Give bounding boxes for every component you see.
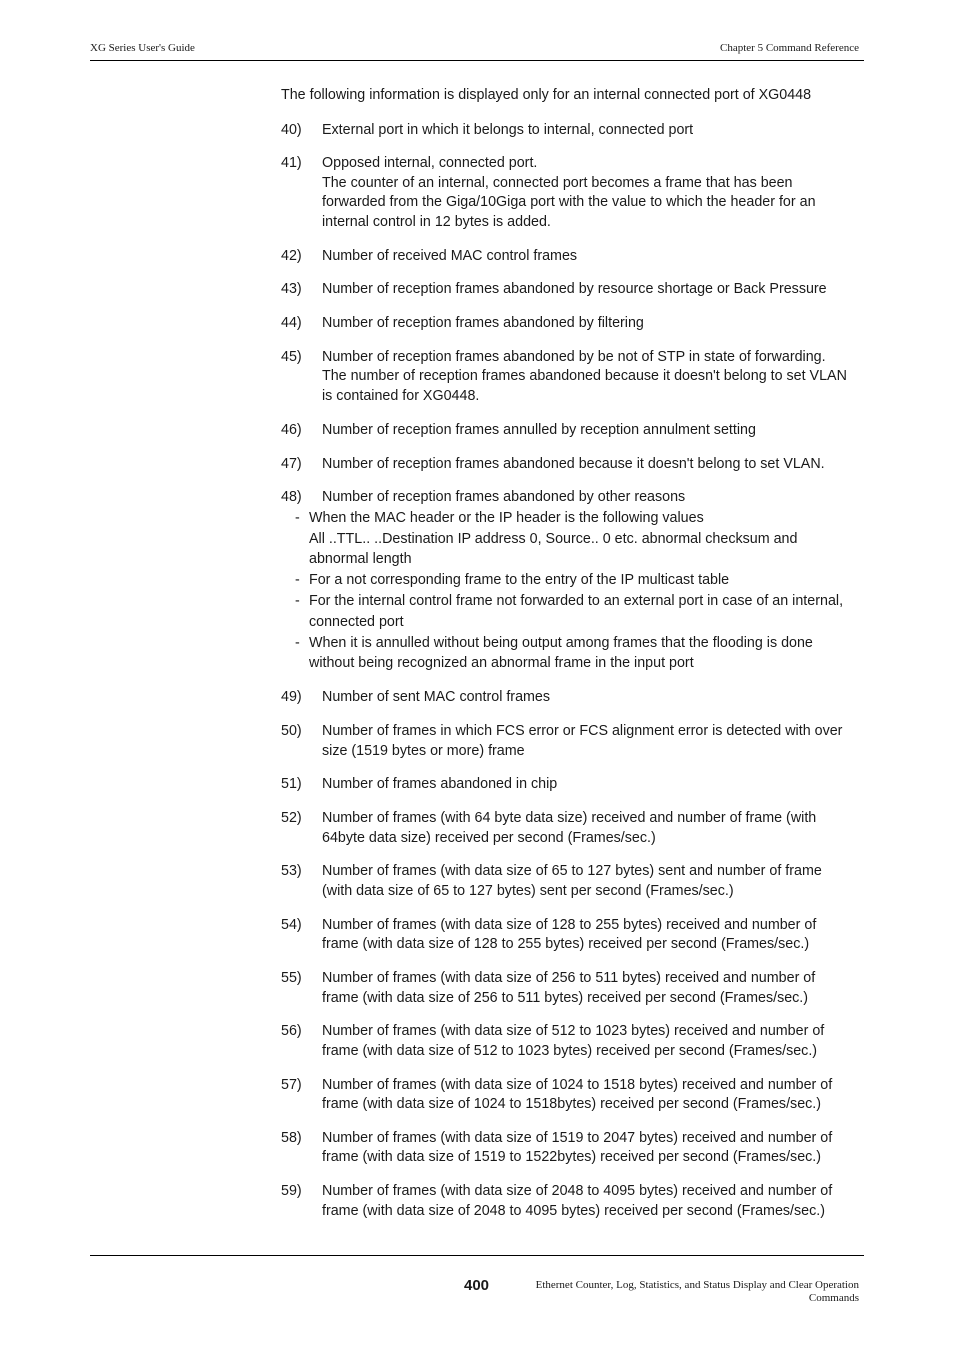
- item-text: Number of frames abandoned in chip: [322, 776, 558, 793]
- list-item: [281, 1129, 863, 1168]
- list-item: [281, 1076, 863, 1115]
- item-number: 49): [281, 689, 302, 706]
- header-guide-title: XG Series User's Guide: [90, 42, 195, 54]
- list-item: [281, 1022, 863, 1061]
- item-text: Number of frames (with data size of 256 to 511 bytes) received and number of frame (with data size of 256 to 511 bytes) received per second (Frames/sec.): [322, 970, 816, 1006]
- item-text: Number of received MAC control frames: [322, 247, 578, 264]
- item-text: Number of frames (with data size of 1519 to 2047 bytes) received and number of frame (with data size of 1519 to 1522bytes) received per second (Frames/sec.): [322, 1129, 833, 1166]
- dash-bullet: -: [295, 593, 300, 610]
- dash-bullet: -: [295, 509, 300, 526]
- list-item: [281, 348, 863, 407]
- sub-list-item: [281, 570, 863, 591]
- item-text: Number of frames (with data size of 512 to 1023 bytes) received and number of frame (with data size of 512 to 1023 bytes) received per second (Frames/sec.): [322, 1023, 825, 1059]
- item-number: 44): [281, 315, 302, 332]
- item-number: 45): [281, 348, 302, 365]
- item-text: Number of reception frames abandoned by be not of STP in state of forwarding. The number of reception frames abandoned because it doesn't belong to set VLAN is contained for XG0448.: [322, 348, 847, 404]
- item-text: External port in which it belongs to internal, connected port: [322, 121, 694, 138]
- item-text: Number of frames (with data size of 2048 to 4095 bytes) received and number of frame (with data size of 2048 to 4095 bytes) received per second (Frames/sec.): [322, 1183, 833, 1219]
- list-item: [281, 722, 863, 761]
- item-text: Number of frames (with data size of 1024 to 1518 bytes) received and number of frame (with data size of 1024 to 1518bytes) received per second (Frames/sec.): [322, 1076, 833, 1113]
- item-text: Number of frames (with data size of 128 to 255 bytes) received and number of frame (with data size of 128 to 255 bytes) received per second (Frames/sec.): [322, 916, 817, 953]
- footer-divider: [90, 1255, 864, 1256]
- intro-paragraph: The following information is displayed only for an internal connected port of XG0448: [281, 87, 812, 103]
- item-text: Number of reception frames abandoned by other reasons: [322, 489, 686, 506]
- page-header: [90, 42, 864, 61]
- sub-item-text: For the internal control frame not forwarded to an external port in case of an internal, connected port: [309, 593, 844, 630]
- sub-list-item: [281, 633, 863, 675]
- list-item: [281, 280, 863, 300]
- list-item: [281, 775, 863, 795]
- item-text: Number of reception frames abandoned by resource shortage or Back Pressure: [322, 281, 827, 298]
- sub-item-text: When it is annulled without being output among frames that the flooding is done without being recognized an abnormal frame in the input port: [309, 634, 813, 672]
- list-item: [281, 154, 863, 232]
- list-item: [281, 314, 863, 334]
- list-item: [281, 916, 863, 955]
- item-number: 52): [281, 810, 302, 827]
- item-48-sublist: [281, 508, 863, 674]
- item-number: 57): [281, 1076, 302, 1093]
- list-item: [281, 247, 863, 267]
- list-item: [281, 969, 863, 1008]
- item-number: 51): [281, 776, 302, 793]
- item-number: 41): [281, 155, 302, 172]
- item-text: Number of reception frames abandoned by filtering: [322, 315, 644, 332]
- list-item: [281, 688, 863, 708]
- item-number: 47): [281, 455, 302, 472]
- list-item: [281, 862, 863, 901]
- item-text: Number of frames in which FCS error or FCS alignment error is detected with over size (1519 bytes or more) frame: [322, 723, 843, 759]
- dash-bullet: -: [295, 572, 300, 589]
- list-item-48: [281, 488, 863, 508]
- sub-item-text: When the MAC header or the IP header is the following values All ..TTL.. ..Destination IP address 0, Source.. 0 etc. abnormal checksum and abnormal length: [309, 509, 798, 568]
- item-text: Number of reception frames abandoned because it doesn't belong to set VLAN.: [322, 455, 825, 472]
- item-number: 46): [281, 421, 302, 438]
- list-item: [281, 1182, 863, 1221]
- item-number: 48): [281, 489, 302, 506]
- header-chapter-title: Chapter 5 Command Reference: [720, 42, 859, 54]
- item-text: Number of frames (with 64 byte data size) received and number of frame (with 64byte data size) received per second (Frames/sec.): [322, 810, 817, 846]
- item-number: 58): [281, 1129, 302, 1146]
- sub-list-item: [281, 508, 863, 570]
- item-text: Number of sent MAC control frames: [322, 689, 551, 706]
- list-item: [281, 809, 863, 848]
- footer-section-title: Ethernet Counter, Log, Statistics, and Status Display and Clear Operation Commands: [535, 1279, 859, 1304]
- list-item: [281, 421, 863, 441]
- page-number: 400: [464, 1277, 490, 1294]
- sub-item-text: For a not corresponding frame to the entry of the IP multicast table: [309, 572, 730, 589]
- item-number: 54): [281, 916, 302, 933]
- page-body: [281, 86, 863, 1236]
- item-number: 55): [281, 970, 302, 987]
- item-number: 53): [281, 863, 302, 880]
- item-number: 59): [281, 1183, 302, 1200]
- item-number: 56): [281, 1023, 302, 1040]
- item-number: 43): [281, 281, 302, 298]
- item-number: 40): [281, 121, 302, 138]
- item-number: 50): [281, 723, 302, 740]
- item-text: Opposed internal, connected port. The counter of an internal, connected port becomes a frame that has been forwarded from the Giga/10Giga port with the value to which the header for an internal control in 12 bytes is added.: [322, 155, 816, 230]
- sub-list-item: [281, 591, 863, 633]
- item-text: Number of reception frames annulled by reception annulment setting: [322, 421, 756, 438]
- list-item: [281, 455, 863, 475]
- list-item: [281, 121, 863, 141]
- item-number: 42): [281, 247, 302, 264]
- dash-bullet: -: [295, 634, 300, 651]
- item-text: Number of frames (with data size of 65 to 127 bytes) sent and number of frame (with data size of 65 to 127 bytes) sent per second (Frames/sec.): [322, 863, 822, 899]
